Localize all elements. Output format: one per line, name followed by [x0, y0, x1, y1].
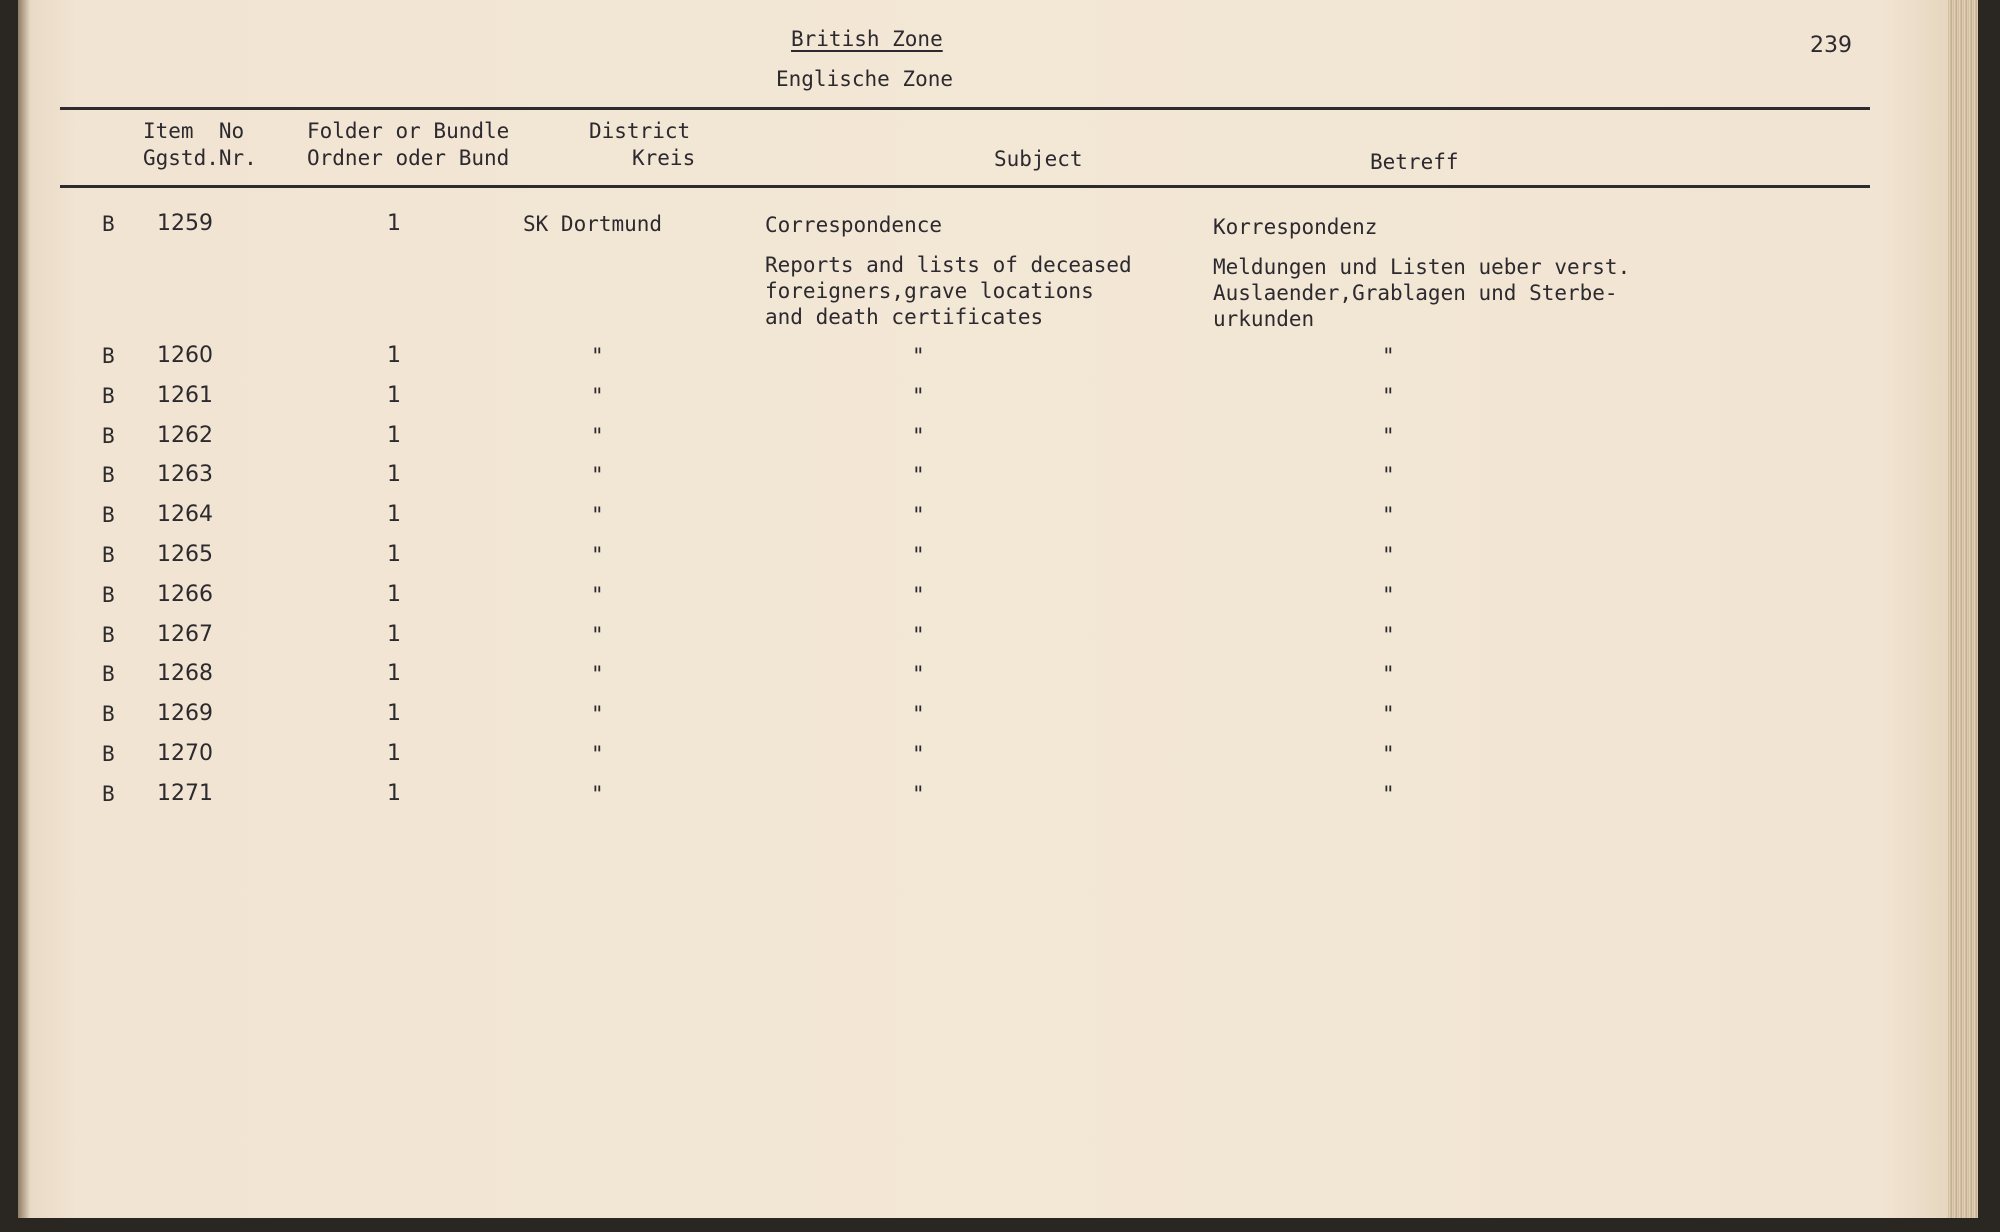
row-number: 1271 — [157, 780, 213, 806]
row-prefix: B — [102, 781, 115, 806]
row-district: " — [591, 662, 604, 687]
row-prefix: B — [102, 582, 115, 607]
zone-title-en: British Zone — [791, 27, 943, 51]
row-district: " — [591, 543, 604, 567]
row-number: 1263 — [157, 462, 213, 488]
row-number: 1265 — [157, 542, 213, 567]
row-betreff: " — [1382, 463, 1395, 488]
row-subject: " — [912, 622, 925, 647]
row-betreff: " — [1382, 423, 1395, 448]
row-betreff: " — [1382, 383, 1395, 408]
row-number: 1260 — [157, 343, 213, 368]
row-folder: 1 — [387, 502, 401, 528]
row-folder: 1 — [387, 741, 401, 766]
row-prefix: B — [102, 503, 115, 528]
row-subject: " — [912, 582, 925, 607]
zone-title-de: Englische Zone — [776, 67, 954, 91]
row-prefix: B — [102, 423, 115, 448]
row-betreff: " — [1382, 742, 1395, 766]
row-prefix: B — [102, 344, 115, 368]
row-betreff: " — [1382, 503, 1395, 528]
row-district: " — [591, 702, 604, 727]
row-prefix: B — [102, 622, 115, 647]
entry-betreff-title: Korrespondenz — [1213, 215, 1378, 239]
col-folder-de: Ordner oder Bund — [307, 146, 510, 170]
row-prefix: B — [102, 463, 115, 488]
row-subject: " — [912, 344, 925, 368]
row-prefix: B — [102, 702, 115, 727]
page-number: 239 — [1810, 33, 1852, 58]
entry-number: 1259 — [157, 211, 213, 236]
entry-folder: 1 — [387, 211, 401, 236]
entry-betreff-line: Meldungen und Listen ueber verst. — [1213, 255, 1631, 279]
entry-betreff-line: urkunden — [1213, 307, 1315, 331]
header-bottom-rule — [60, 185, 1870, 188]
row-number: 1262 — [157, 422, 213, 448]
entry-prefix: B — [102, 212, 115, 236]
row-prefix: B — [102, 543, 115, 567]
row-prefix: B — [102, 383, 115, 408]
row-number: 1261 — [157, 382, 213, 408]
row-betreff: " — [1382, 543, 1395, 567]
row-prefix: B — [102, 662, 115, 687]
row-prefix: B — [102, 742, 115, 766]
row-district: " — [591, 423, 604, 448]
row-subject: " — [912, 662, 925, 687]
row-folder: 1 — [387, 581, 401, 607]
row-subject: " — [912, 423, 925, 448]
entry-district: SK Dortmund — [523, 212, 663, 236]
row-subject: " — [912, 543, 925, 567]
row-district: " — [591, 622, 604, 647]
col-item-en: Item No — [143, 119, 245, 143]
row-betreff: " — [1382, 662, 1395, 687]
row-subject: " — [912, 463, 925, 488]
row-subject: " — [912, 503, 925, 528]
row-folder: 1 — [387, 382, 401, 408]
row-district: " — [591, 781, 604, 806]
row-number: 1268 — [157, 661, 213, 687]
row-folder: 1 — [387, 462, 401, 488]
row-betreff: " — [1382, 344, 1395, 368]
row-number: 1266 — [157, 581, 213, 607]
col-item-de: Ggstd.Nr. — [143, 146, 257, 170]
row-district: " — [591, 582, 604, 607]
row-district: " — [591, 463, 604, 488]
col-folder-en: Folder or Bundle — [307, 119, 510, 143]
row-district: " — [591, 742, 604, 766]
row-subject: " — [912, 383, 925, 408]
row-number: 1267 — [157, 621, 213, 647]
row-folder: 1 — [387, 343, 401, 368]
header-top-rule — [60, 107, 1870, 110]
row-number: 1264 — [157, 502, 213, 528]
row-betreff: " — [1382, 781, 1395, 806]
row-folder: 1 — [387, 542, 401, 567]
document-page — [18, 0, 1978, 1218]
binding-shadow — [18, 0, 30, 1218]
row-district: " — [591, 383, 604, 408]
col-district-de: Kreis — [632, 146, 696, 170]
row-folder: 1 — [387, 701, 401, 727]
row-folder: 1 — [387, 780, 401, 806]
col-betreff: Betreff — [1370, 150, 1459, 174]
row-district: " — [591, 503, 604, 528]
row-betreff: " — [1382, 582, 1395, 607]
entry-subject-line: foreigners,grave locations — [765, 279, 1094, 303]
row-folder: 1 — [387, 661, 401, 687]
row-number: 1270 — [157, 741, 213, 766]
row-betreff: " — [1382, 702, 1395, 727]
row-folder: 1 — [387, 621, 401, 647]
row-folder: 1 — [387, 422, 401, 448]
row-subject: " — [912, 742, 925, 766]
page-edges — [1948, 0, 1978, 1218]
row-number: 1269 — [157, 701, 213, 727]
col-subject: Subject — [994, 147, 1083, 171]
entry-subject-line: and death certificates — [765, 305, 1044, 329]
entry-subject-line: Reports and lists of deceased — [765, 253, 1132, 277]
entry-subject-title: Correspondence — [765, 213, 943, 237]
row-betreff: " — [1382, 622, 1395, 647]
row-subject: " — [912, 702, 925, 727]
row-district: " — [591, 344, 604, 368]
row-subject: " — [912, 781, 925, 806]
col-district-en: District — [589, 119, 691, 143]
entry-betreff-line: Auslaender,Grablagen und Sterbe- — [1213, 281, 1618, 305]
